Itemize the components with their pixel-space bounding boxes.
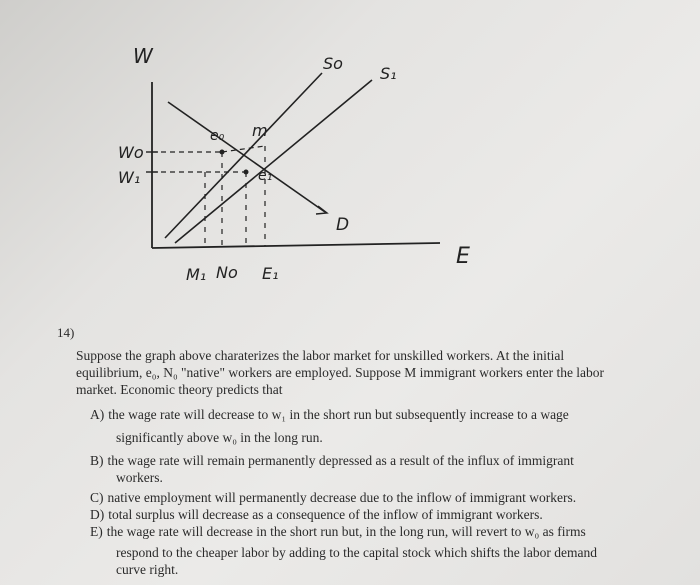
e1-axis-label: E₁ [262, 264, 279, 283]
option-b[interactable] [90, 452, 574, 486]
option-e-line1: the wage rate will decrease in the short run but, in the long run, will revert to w₀ as firms [106, 524, 586, 539]
s0-label: So [323, 54, 343, 73]
e-axis-label: E [456, 244, 470, 269]
option-c-line1: native employment will permanently decrease due to the inflow of immigrant workers. [107, 490, 577, 505]
stem-line-2: equilibrium, e₀, N₀ "native" workers are employed. Suppose M immigrant workers enter the labor [76, 365, 605, 380]
m1-axis-label: M₁ [186, 265, 207, 284]
m-dashed-line [222, 146, 265, 152]
d-label: D [336, 215, 350, 235]
e1-label: e₁ [258, 168, 273, 184]
option-a-line1: the wage rate will decrease to w₁ in the short run but subsequently increase to a wage [108, 407, 569, 422]
n0-axis-label: No [216, 263, 238, 282]
option-b-line2: workers. [116, 470, 163, 485]
option-e-line2: respond to the cheaper labor by adding to the capital stock which shifts the labor demand [116, 545, 597, 560]
option-d[interactable] [90, 506, 543, 523]
option-e-line3: curve right. [116, 562, 179, 577]
question-stem [76, 347, 656, 398]
w-axis-label: W [133, 44, 153, 68]
e0-label: e₀ [210, 128, 225, 144]
option-a[interactable] [90, 406, 569, 446]
option-c-letter: C) [90, 490, 104, 505]
w1-label: W₁ [118, 168, 141, 187]
option-e-letter: E) [90, 524, 103, 539]
stem-line-3: market. Economic theory predicts that [76, 382, 283, 397]
option-c[interactable] [90, 489, 576, 506]
option-d-line1: total surplus will decrease as a consequence of the inflow of immigrant workers. [108, 507, 543, 522]
s1-label: S₁ [380, 64, 397, 83]
option-a-line2: significantly above w₀ in the long run. [116, 430, 323, 445]
option-d-letter: D) [90, 507, 105, 522]
question-number: 14) [57, 325, 75, 340]
option-b-line1: the wage rate will remain permanently depressed as a result of the influx of immigrant [107, 453, 574, 468]
x-axis [152, 243, 440, 248]
stem-line-1: Suppose the graph above charaterizes the labor market for unskilled workers. At the initial [76, 348, 565, 363]
m-label: m [252, 121, 268, 140]
option-a-letter: A) [90, 407, 105, 422]
option-e[interactable] [90, 523, 597, 578]
w0-label: Wo [118, 143, 144, 162]
option-b-letter: B) [90, 453, 104, 468]
